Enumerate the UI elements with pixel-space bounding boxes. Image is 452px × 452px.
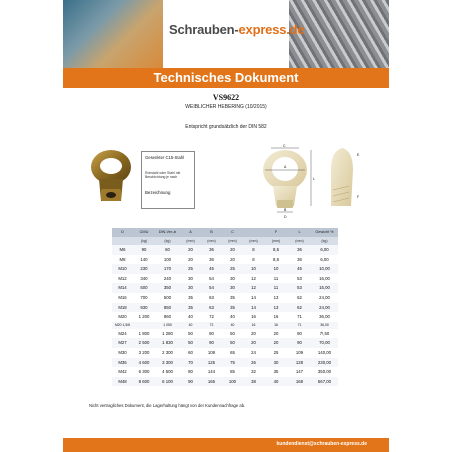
table-cell: 240 bbox=[163, 275, 172, 281]
table-cell: 140,00 bbox=[317, 349, 332, 355]
table-cell: 35 bbox=[273, 369, 279, 375]
table-cell: 12 bbox=[251, 275, 256, 281]
table-cell: 11 bbox=[273, 275, 279, 281]
table-cell: M20 1,5/6 bbox=[112, 322, 133, 329]
col-header: C bbox=[222, 228, 243, 237]
table-cell: M27 bbox=[112, 338, 133, 348]
eye-nut-photo bbox=[87, 145, 137, 207]
col-header: D bbox=[112, 228, 133, 237]
table-cell: M30 bbox=[118, 349, 127, 355]
table-cell: 70,00 bbox=[311, 338, 338, 348]
table-cell: 20 bbox=[222, 245, 243, 255]
table-cell: 170 bbox=[155, 264, 180, 274]
site-logo[interactable] bbox=[169, 22, 304, 37]
table-cell: 53 bbox=[297, 275, 302, 281]
workshop-photo bbox=[63, 0, 163, 68]
table-cell: 3 300 bbox=[155, 358, 180, 368]
unit-cell: (mm) bbox=[288, 237, 311, 245]
table-row bbox=[112, 377, 338, 387]
col-header: A bbox=[180, 228, 201, 237]
table-row bbox=[112, 329, 338, 339]
table-cell: 71 bbox=[288, 322, 311, 329]
table-cell: M6 bbox=[112, 245, 133, 255]
document-page bbox=[63, 0, 389, 452]
table-cell: 128 bbox=[288, 358, 311, 368]
label-b: B bbox=[284, 208, 287, 212]
table-cell: 700 bbox=[140, 294, 148, 300]
table-cell: M18 bbox=[112, 303, 133, 313]
unit-cell: (mm) bbox=[243, 237, 264, 245]
table-cell: 24,00 bbox=[319, 294, 330, 300]
table-cell: M48 bbox=[112, 377, 133, 387]
table-row bbox=[112, 283, 338, 293]
table-cell: 20 bbox=[230, 256, 235, 262]
table-cell: 20 bbox=[251, 330, 256, 336]
table-cell: 860 bbox=[163, 314, 172, 320]
table-cell: 10 bbox=[243, 264, 264, 274]
table-header-row bbox=[112, 228, 338, 237]
table-cell: 26 bbox=[243, 358, 264, 368]
table-cell: M10 bbox=[112, 264, 133, 274]
table-cell: 168 bbox=[288, 377, 311, 387]
table-row bbox=[112, 264, 338, 274]
table-cell: M16 bbox=[118, 294, 127, 300]
table-cell: 350,00 bbox=[317, 369, 332, 375]
table-cell: 230 bbox=[133, 264, 155, 274]
unit-cell: (mm) bbox=[180, 237, 201, 245]
table-cell: 14 bbox=[243, 303, 264, 313]
table-cell: 500 bbox=[133, 283, 155, 293]
table-cell: 40 bbox=[188, 314, 193, 320]
table-cell: 36 bbox=[209, 256, 214, 262]
table-cell: 10 bbox=[264, 264, 288, 274]
table-cell: M20 bbox=[118, 314, 127, 320]
table-cell: 930 bbox=[133, 303, 155, 313]
table-cell: 25 bbox=[222, 264, 243, 274]
table-cell: 16 bbox=[251, 314, 256, 320]
unit-cell: (kg) bbox=[133, 237, 155, 245]
table-cell: 72 bbox=[209, 314, 214, 320]
table-cell: 50 bbox=[222, 338, 243, 348]
table-cell: 1 280 bbox=[162, 330, 173, 336]
table-cell: 14 bbox=[251, 294, 256, 300]
table-cell: 1 050 bbox=[155, 322, 180, 329]
table-cell: 36,00 bbox=[311, 322, 338, 329]
table-row bbox=[112, 312, 338, 322]
table-cell: 85 bbox=[230, 369, 235, 375]
table-cell: 32 bbox=[251, 369, 256, 375]
table-cell: 35 bbox=[230, 294, 235, 300]
table-row bbox=[112, 293, 338, 303]
table-cell: 30 bbox=[188, 275, 193, 281]
table-cell: 2 300 bbox=[162, 349, 173, 355]
table-cell: 90 bbox=[297, 330, 302, 336]
table-cell: 38 bbox=[243, 377, 264, 387]
table-cell: 13 bbox=[264, 303, 288, 313]
table-cell: 1 830 bbox=[155, 338, 180, 348]
table-cell: 53 bbox=[288, 283, 311, 293]
table-cell: 16 bbox=[243, 322, 264, 329]
table-row bbox=[112, 358, 338, 368]
table-cell: 147 bbox=[295, 369, 304, 375]
designation-text: Bezeichnung bbox=[145, 190, 171, 195]
unit-cell: (mm) bbox=[222, 237, 243, 245]
table-cell: 16 bbox=[264, 322, 288, 329]
table-cell: 16,00 bbox=[319, 275, 330, 281]
table-cell: 45 bbox=[288, 264, 311, 274]
table-cell: 40 bbox=[222, 322, 243, 329]
product-subtitle: WEIBLICHER HEBERING (10/2015) bbox=[185, 104, 267, 110]
table-row bbox=[112, 338, 338, 348]
table-cell: 54 bbox=[201, 283, 222, 293]
table-cell: 80 bbox=[188, 369, 193, 375]
table-cell: 75 bbox=[222, 358, 243, 368]
table-cell: 125 bbox=[201, 358, 222, 368]
table-cell: 36,00 bbox=[319, 314, 330, 320]
table-row bbox=[112, 348, 338, 358]
table-cell: 16 bbox=[273, 314, 279, 320]
table-cell: 144 bbox=[207, 369, 216, 375]
table-cell: M42 bbox=[118, 369, 127, 375]
table-cell: 90 bbox=[180, 377, 201, 387]
label-a: A bbox=[284, 165, 287, 169]
table-cell: 36 bbox=[288, 245, 311, 255]
table-cell: 15,00 bbox=[311, 283, 338, 293]
table-cell: 35 bbox=[180, 303, 201, 313]
table-cell: 230,00 bbox=[311, 358, 338, 368]
table-cell: 24,00 bbox=[311, 303, 338, 313]
table-cell: 20 bbox=[243, 338, 264, 348]
table-cell: 50 bbox=[230, 330, 235, 336]
unit-cell: (mm) bbox=[264, 237, 288, 245]
table-cell: 45 bbox=[201, 264, 222, 274]
table-cell: 71 bbox=[297, 314, 302, 320]
header-banner bbox=[63, 0, 389, 68]
footnote: Nicht vertragliches Dokument, die Lagerhaltung hängt von der Kundennachfrage ab. bbox=[89, 403, 246, 408]
label-e: E bbox=[357, 153, 360, 157]
label-l: L bbox=[313, 177, 315, 181]
table-cell: 70 bbox=[180, 358, 201, 368]
table-cell: 40 bbox=[180, 322, 201, 329]
table-cell: M36 bbox=[112, 358, 133, 368]
table-cell: 72 bbox=[201, 322, 222, 329]
label-d: D bbox=[284, 215, 287, 219]
label-f: F bbox=[357, 195, 360, 199]
table-cell: 109 bbox=[295, 349, 304, 355]
table-cell: 40 bbox=[264, 377, 288, 387]
table-cell bbox=[133, 322, 155, 329]
table-cell: 50 bbox=[188, 330, 193, 336]
table-cell: 50 bbox=[180, 338, 201, 348]
table-cell: 350 bbox=[155, 283, 180, 293]
table-cell: 35 bbox=[188, 294, 193, 300]
logo-accent-text: express.de bbox=[238, 22, 305, 37]
table-cell: 850 bbox=[155, 303, 180, 313]
table-cell: 30 bbox=[264, 358, 288, 368]
table-cell: 60 bbox=[155, 245, 180, 255]
unit-cell: (kg) bbox=[155, 237, 180, 245]
table-cell: 54 bbox=[209, 275, 214, 281]
table-cell: 36 bbox=[297, 256, 302, 262]
col-header: F bbox=[264, 228, 288, 237]
table-cell: 8 bbox=[243, 245, 264, 255]
table-cell: 63 bbox=[201, 303, 222, 313]
table-unit-row bbox=[112, 237, 338, 245]
table-cell: 8 600 bbox=[133, 377, 155, 387]
table-row bbox=[112, 274, 338, 284]
table-cell: 13 bbox=[273, 294, 279, 300]
table-cell: M8 bbox=[119, 256, 126, 262]
table-cell: 90 bbox=[201, 338, 222, 348]
table-cell: 25 bbox=[273, 349, 279, 355]
table-cell: 4 600 bbox=[133, 358, 155, 368]
table-cell: 63 bbox=[209, 294, 214, 300]
table-cell: 11 bbox=[264, 283, 288, 293]
table-cell: 24 bbox=[251, 349, 256, 355]
table-cell: M12 bbox=[118, 275, 127, 281]
unit-cell: (mm) bbox=[201, 237, 222, 245]
table-cell: 166 bbox=[201, 377, 222, 387]
table-cell: 8,5 bbox=[273, 256, 279, 262]
table-row bbox=[112, 303, 338, 313]
table-cell: 30 bbox=[180, 283, 201, 293]
logo-main-text: Schrauben- bbox=[169, 22, 239, 37]
table-row bbox=[112, 367, 338, 377]
table-cell: 108 bbox=[207, 349, 216, 355]
table-cell: 35 bbox=[222, 303, 243, 313]
table-cell: 10,00 bbox=[311, 264, 338, 274]
table-cell: 6,00 bbox=[320, 256, 329, 262]
table-row bbox=[112, 322, 338, 329]
label-c: C bbox=[283, 144, 286, 148]
table-cell: 8,5 bbox=[264, 245, 288, 255]
material-info-box bbox=[141, 151, 195, 209]
table-row bbox=[112, 255, 338, 265]
table-cell: M24 bbox=[118, 330, 127, 336]
table-cell: 20 bbox=[180, 245, 201, 255]
col-header: B bbox=[201, 228, 222, 237]
document-title: Technisches Dokument bbox=[153, 70, 299, 85]
table-cell: 7!,50 bbox=[319, 330, 330, 336]
table-cell: 8 bbox=[252, 256, 255, 262]
col-header: L bbox=[288, 228, 311, 237]
table-cell: 12 bbox=[243, 283, 264, 293]
specification-table bbox=[112, 228, 338, 386]
table-cell: 6,00 bbox=[311, 245, 338, 255]
table-cell: 4 500 bbox=[162, 369, 173, 375]
table-cell: 6 100 bbox=[155, 377, 180, 387]
table-cell: 90 bbox=[288, 338, 311, 348]
table-cell: 62 bbox=[288, 303, 311, 313]
table-cell: 500 bbox=[163, 294, 172, 300]
table-cell: 2 500 bbox=[133, 338, 155, 348]
table-cell: M14 bbox=[112, 283, 133, 293]
col-header: DIN-Ver-zi bbox=[155, 228, 180, 237]
col-header: CMU bbox=[133, 228, 155, 237]
table-cell: 3 200 bbox=[138, 349, 150, 355]
table-cell: 62 bbox=[297, 294, 302, 300]
table-row bbox=[112, 245, 338, 255]
table-cell: 30 bbox=[230, 275, 235, 281]
table-body bbox=[112, 245, 338, 386]
table-cell: 1 800 bbox=[138, 330, 150, 336]
table-cell: 40 bbox=[230, 314, 235, 320]
contact-email-link[interactable]: kundendienst@schrauben-express.de bbox=[276, 441, 367, 447]
table-cell: 25 bbox=[180, 264, 201, 274]
table-cell: 90 bbox=[209, 330, 214, 336]
table-cell: 100 bbox=[163, 256, 172, 262]
table-cell: 1 200 bbox=[138, 314, 150, 320]
table-cell: 20 bbox=[188, 256, 193, 262]
table-cell: 140 bbox=[140, 256, 148, 262]
product-code: VS9622 bbox=[212, 93, 240, 102]
table-cell: 6 300 bbox=[138, 369, 150, 375]
material-text: Gesenkter C15-Stahl bbox=[145, 155, 185, 160]
table-cell: 100 bbox=[222, 377, 243, 387]
table-cell: 65 bbox=[230, 349, 235, 355]
norm-note: Entspricht grundsätzlich der DIN 582 bbox=[185, 124, 267, 130]
technical-drawing bbox=[247, 140, 367, 220]
unit-cell bbox=[112, 237, 133, 245]
unit-cell: (kg) bbox=[311, 237, 338, 245]
table-cell: 30 bbox=[222, 283, 243, 293]
table-cell: 567,00 bbox=[311, 377, 338, 387]
table-cell: 90 bbox=[133, 245, 155, 255]
table-cell: 340 bbox=[140, 275, 148, 281]
col-header bbox=[243, 228, 264, 237]
col-header: Gewicht % bbox=[311, 228, 338, 237]
finish-text: Rohstahl oder Stahl mit Beschichtung je nach bbox=[145, 171, 181, 180]
table-cell: 60 bbox=[188, 349, 193, 355]
table-cell: 20 bbox=[264, 338, 288, 348]
table-cell: 20 bbox=[273, 330, 279, 336]
table-cell: 36 bbox=[201, 245, 222, 255]
